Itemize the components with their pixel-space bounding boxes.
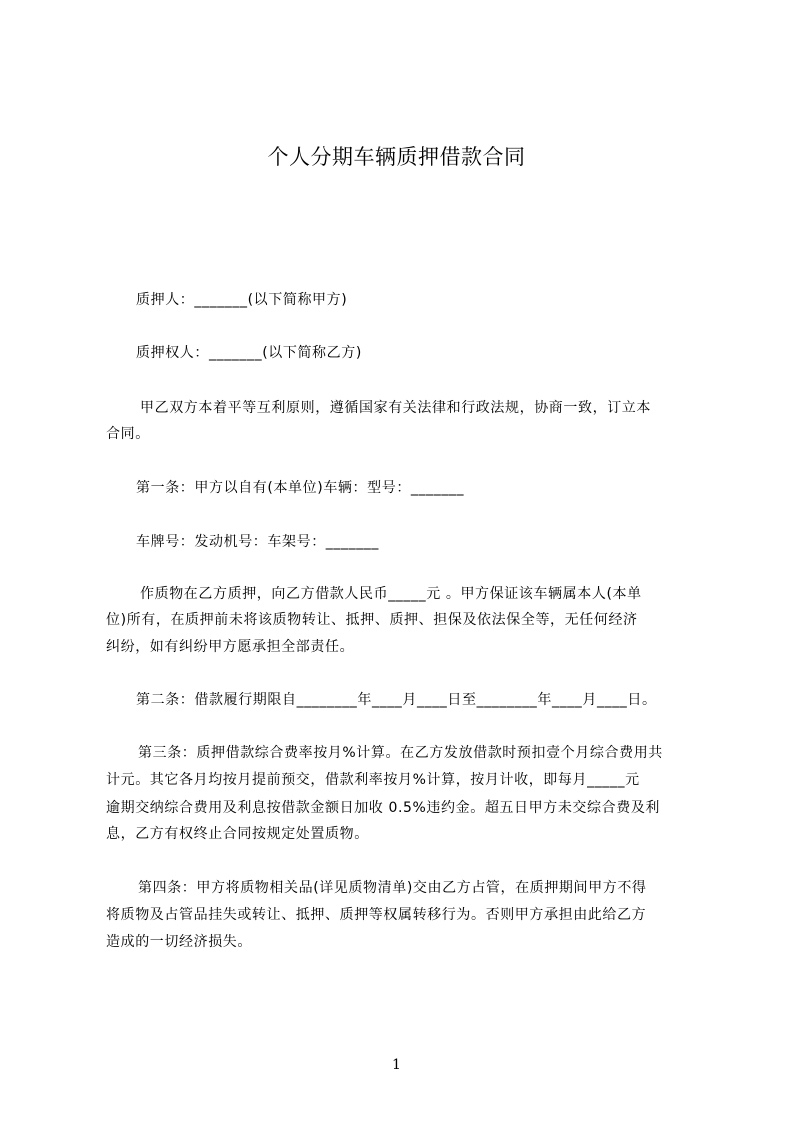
article-4-line-1: 第四条：甲方将质物相关品(详见质物清单)交由乙方占管，在质押期间甲方不得	[138, 880, 647, 896]
preamble-line-1: 甲乙双方本着平等互利原则，遵循国家有关法律和行政法规，协商一致，订立本	[140, 400, 651, 416]
article-1-para-line-3: 纠纷，如有纠纷甲方愿承担全部责任。	[106, 639, 355, 655]
document-title: 个人分期车辆质押借款合同	[267, 145, 526, 169]
article-3-line-3: 逾期交纳综合费用及利息按借款金额日加收 0.5%违约金。超五日甲方未交综合费及利	[106, 800, 661, 816]
article-1-vehicle-ids: 车牌号：发动机号：车架号：_______	[136, 534, 379, 550]
article-1-para-line-2: 位)所有，在质押前未将该质物转让、抵押、质押、担保及依法保全等，无任何经济	[106, 612, 638, 628]
article-2-term: 第二条：借款履行期限自________年____月____日至________年____月____日。	[136, 692, 657, 708]
pledgee-line: 质押权人：_______(以下简称乙方)	[136, 345, 362, 361]
article-3-line-2: 计元。其它各月均按月提前预交，借款利率按月%计算，按月计收，即每月_____元	[106, 772, 640, 788]
article-1-para-line-1: 作质物在乙方质押，向乙方借款人民币_____元 。甲方保证该车辆属本人(本单	[140, 586, 642, 602]
page-number: 1	[392, 1057, 401, 1073]
article-3-line-4: 息，乙方有权终止合同按规定处置质物。	[106, 826, 369, 842]
article-4-line-2: 将质物及占管品挂失或转让、抵押、质押等权属转移行为。否则甲方承担由此给乙方	[106, 907, 647, 923]
article-3-line-1: 第三条：质押借款综合费率按月%计算。在乙方发放借款时预扣壹个月综合费用共	[138, 745, 663, 761]
article-1-vehicle-model: 第一条：甲方以自有(本单位)车辆：型号：_______	[136, 480, 465, 496]
preamble-line-2: 合同。	[106, 426, 150, 442]
pledgor-line: 质押人：_______(以下简称甲方)	[136, 292, 348, 308]
article-4-line-3: 造成的一切经济损失。	[106, 934, 252, 950]
